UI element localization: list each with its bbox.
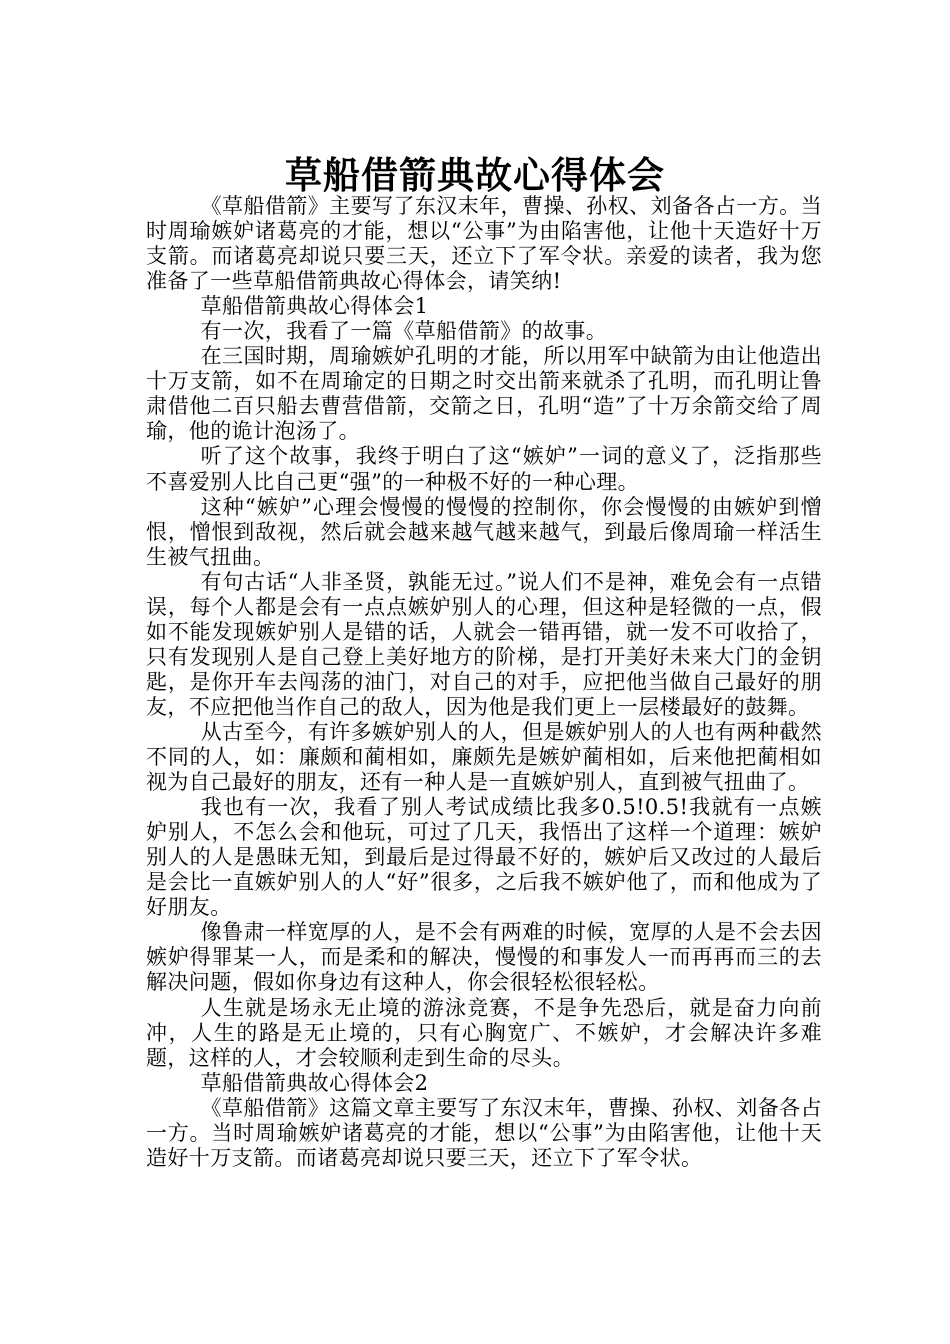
paragraph: 《草船借箭》这篇文章主要写了东汉末年，曹操、孙权、刘备各占一方。当时周瑜嫉妒诸葛亮的才能，想以“公事”为由陷害他，让他十天造好十万支箭。而诸葛亮却说只要三天，还立下了军令状。 — [146, 1095, 822, 1170]
paragraph: 在三国时期，周瑜嫉妒孔明的才能，所以用军中缺箭为由让他造出十万支箭，如不在周瑜定的日期之时交出箭来就杀了孔明，而孔明让鲁肃借他二百只船去曹营借箭，交箭之日，孔明“造”了十万余箭交给了周瑜，他的诡计泡汤了。 — [146, 344, 822, 444]
document-title: 草船借箭典故心得体会 — [285, 152, 665, 197]
paragraph: 听了这个故事，我终于明白了这“嫉妒”一词的意义了，泛指那些不喜爱别人比自己更“强”的一种极不好的一种心理。 — [146, 444, 822, 494]
paragraph: 像鲁肃一样宽厚的人，是不会有两难的时候，宽厚的人是不会去因嫉妒得罪某一人，而是柔和的解决，慢慢的和事发人一而再再而三的去解决问题，假如你身边有这种人，你会很轻松很轻松。 — [146, 920, 822, 995]
paragraph: 人生就是场永无止境的游泳竞赛，不是争先恐后，就是奋力向前冲，人生的路是无止境的，只有心胸宽广、不嫉妒，才会解决许多难题，这样的人，才会较顺利走到生命的尽头。 — [146, 995, 822, 1070]
paragraph: 我也有一次，我看了别人考试成绩比我多0.5!0.5!我就有一点嫉妒别人，不怎么会和他玩，可过了几天，我悟出了这样一个道理：嫉妒别人的人是愚昧无知，到最后是过得最不好的，嫉妒后又改过的人最后是会比一直嫉妒别人的人“好”很多，之后我不嫉妒他了，而和他成为了好朋友。 — [146, 795, 822, 920]
paragraph: 这种“嫉妒”心理会慢慢的慢慢的控制你，你会慢慢的由嫉妒到憎恨，憎恨到敌视，然后就会越来越气越来越气，到最后像周瑜一样活生生被气扭曲。 — [146, 494, 822, 569]
paragraph: 有一次，我看了一篇《草船借箭》的故事。 — [200, 319, 608, 344]
paragraph: 从古至今，有许多嫉妒别人的人，但是嫉妒别人的人也有两种截然不同的人，如：廉颇和蔺相如，廉颇先是嫉妒蔺相如，后来他把蔺相如视为自己最好的朋友，还有一种人是一直嫉妒别人，直到被气扭曲了。 — [146, 719, 822, 795]
section-heading-2: 草船借箭典故心得体会2 — [200, 1070, 429, 1095]
document-body — [146, 194, 822, 1171]
paragraph-intro: 《草船借箭》主要写了东汉末年，曹操、孙权、刘备各占一方。当时周瑜嫉妒诸葛亮的才能，想以“公事”为由陷害他，让他十天造好十万支箭。而诸葛亮却说只要三天，还立下了军令状。亲爱的读者，我为您准备了一些草船借箭典故心得体会，请笑纳! — [146, 194, 822, 294]
paragraph: 有句古话“人非圣贤，孰能无过。”说人们不是神，难免会有一点错误，每个人都是会有一点点嫉妒别人的心理，但这种是轻微的一点，假如不能发现嫉妒别人是错的话，人就会一错再错，就一发不可收拾了，只有发现别人是自己登上美好地方的阶梯，是打开美好未来大门的金钥匙，是你开车去闯荡的油门，对自己的对手，应把他当做自己最好的朋友，不应把他当作自己的敌人，因为他是我们更上一层楼最好的鼓舞。 — [146, 569, 822, 719]
section-heading-1: 草船借箭典故心得体会1 — [200, 294, 429, 319]
